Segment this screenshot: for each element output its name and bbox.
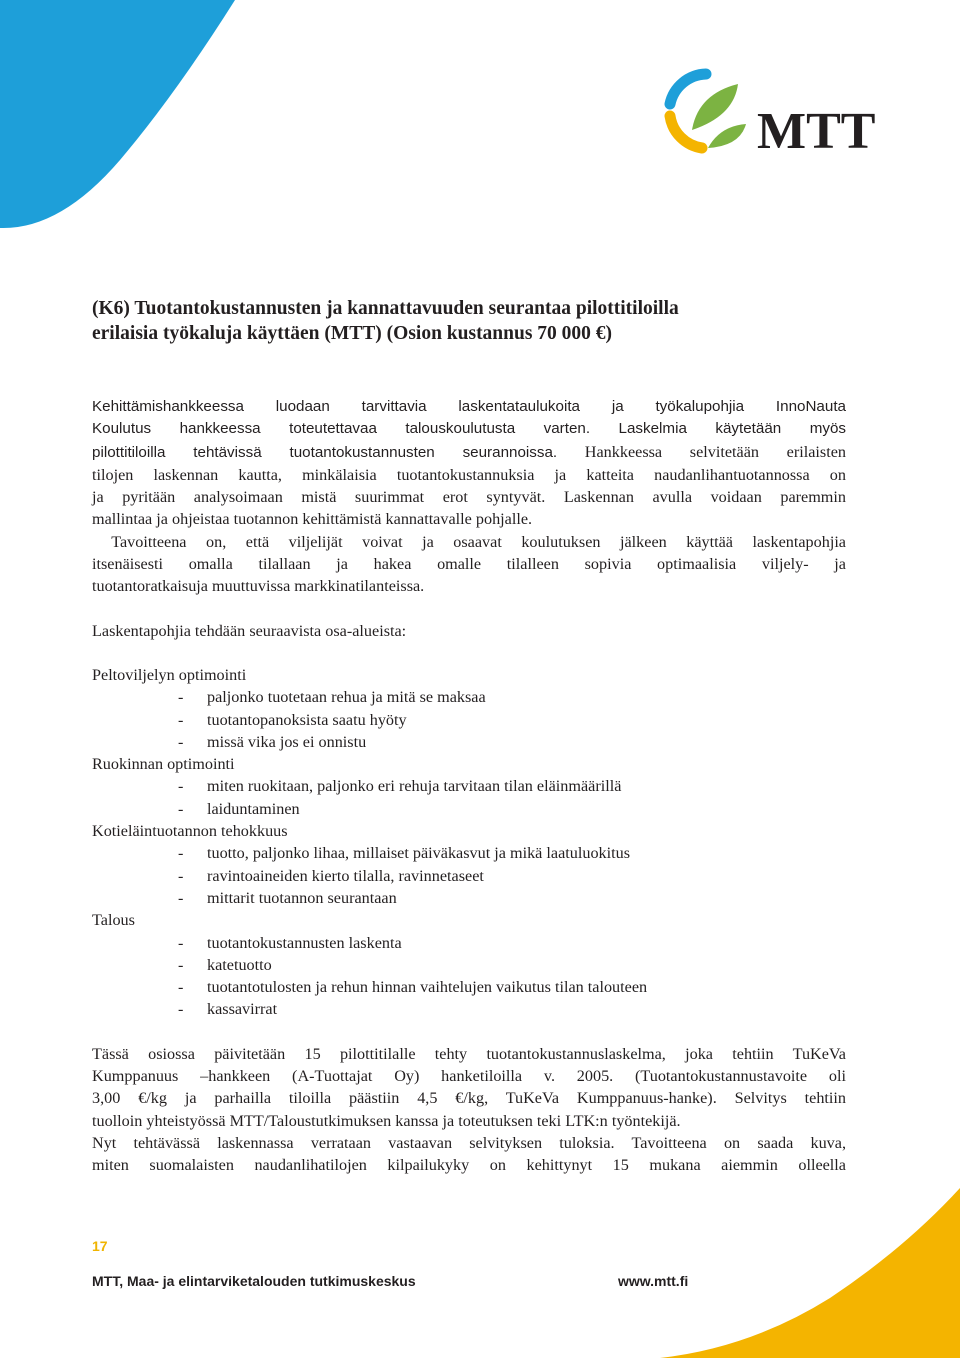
heading-line: (K6) Tuotantokustannusten ja kannattavuuden seurantaa pilottitiloilla (92, 298, 679, 319)
section-title: Ruokinnan optimointi (92, 755, 235, 774)
list-item: - tuotto, paljonko lihaa, millaiset päiväkasvut ja mikä laatuluokitus (178, 844, 631, 863)
list-item: - ravintoaineiden kierto tilalla, ravinnetaseet (178, 866, 484, 885)
list-item: - laiduntaminen (178, 799, 300, 818)
list-item: - kassavirrat (178, 1000, 278, 1019)
list-item: - tuotantokustannusten laskenta (178, 933, 402, 952)
list-item: - katetuotto (178, 955, 272, 974)
description-paragraph: tilojen laskennan kautta, minkälaisia tuotantokustannuksia ja katteita naudanlihantuotannossa on ja pyritään analysoimaan mistä suurimmat erot syntyvät. Laskennan avulla voidaan paremmin mallintaa ja ohjeistaa tuotannon kehittämistä kannattavalle pohjalle. Tavoitteena on, että viljelijät voivat ja osaavat koulutuksen jälkeen käyttää laskentapohjia itsenäisesti omalla tilallaan ja hakea omalle tilalleen sopivia optimaalisia viljely- ja tuotantoratkaisuja muuttuvissa markkinatilanteissa. (92, 465, 846, 596)
footer-organization: MTT, Maa- ja elintarviketalouden tutkimuskeskus (92, 1273, 416, 1289)
heading-line: erilaisia työkaluja käyttäen (MTT) (Osion kustannus 70 000 €) (92, 323, 613, 344)
list-item: - miten ruokitaan, paljonko eri rehuja tarvitaan tilan eläinmäärillä (178, 777, 622, 796)
list-item: - tuotantopanoksista saatu hyöty (178, 710, 407, 729)
list-item: - mittarit tuotannon seurantaan (178, 888, 397, 907)
svg-text:MTT: MTT (757, 103, 876, 160)
section-title: Kotieläintuotannon tehokkuus (92, 822, 288, 841)
document-body (92, 396, 846, 1177)
footer-website-link[interactable]: www.mtt.fi (618, 1273, 689, 1289)
page-number: 17 (92, 1238, 108, 1254)
section-kotielaintuotanto (92, 820, 846, 909)
list-item: - missä vika jos ei onnistu (178, 732, 367, 751)
section-peltoviljely (92, 664, 846, 753)
corner-decoration-top-left (0, 0, 250, 230)
section-talous (92, 909, 846, 1020)
mtt-logo (662, 66, 876, 160)
list-item: - tuotantotulosten ja rehun hinnan vaihtelujen vaikutus tilan talouteen (178, 978, 648, 997)
logo-emblem-icon (670, 74, 746, 148)
intro-paragraph: Kehittämishankkeessa luodaan tarvittavia laskentataulukoita ja työkalupohjia InnoNauta Koulutus hankkeessa toteutettavaa talouskoulutusta varten. Laskelmia käytetään myös pilottitiloilla tehtävissä tuotantokustannusten seurannoissa. Hankkeessa selvitetään erilaisten (92, 398, 846, 461)
corner-decoration-bottom-right (660, 1188, 960, 1358)
areas-intro: Laskentapohjia tehdään seuraavista osa-alueista: (92, 621, 407, 640)
section-ruokinta (92, 753, 846, 820)
section-title: Talous (92, 911, 135, 930)
list-item: - paljonko tuotetaan rehua ja mitä se maksaa (178, 688, 486, 707)
section-title: Peltoviljelyn optimointi (92, 665, 247, 684)
section-heading (92, 296, 862, 346)
closing-paragraph: Tässä osiossa päivitetään 15 pilottitilalle tehty tuotantokustannuslaskelma, joka tehtiin TuKeVa Kumppanuus –hankkeen (A-Tuottajat Oy) hanketiloilla v. 2005. (Tuotantokustannustavoite oli 3,00 €/kg ja parhailla tiloilla päästiin 4,5 €/kg, TuKeVa Kumppanuus-hanke). Selvitys tehtiin tuolloin yhteistyössä MTT/Taloustutkimuksen kanssa ja toteutuksen teki LTK:n työntekijä. Nyt tehtävässä laskennassa verrataan vastaavan selvityksen tuloksia. Tavoitteena on saada kuva, miten suomalaisten naudanlihatilojen kilpailukyky on kehittynyt 15 mukana aiemmin olleella (92, 1044, 846, 1175)
